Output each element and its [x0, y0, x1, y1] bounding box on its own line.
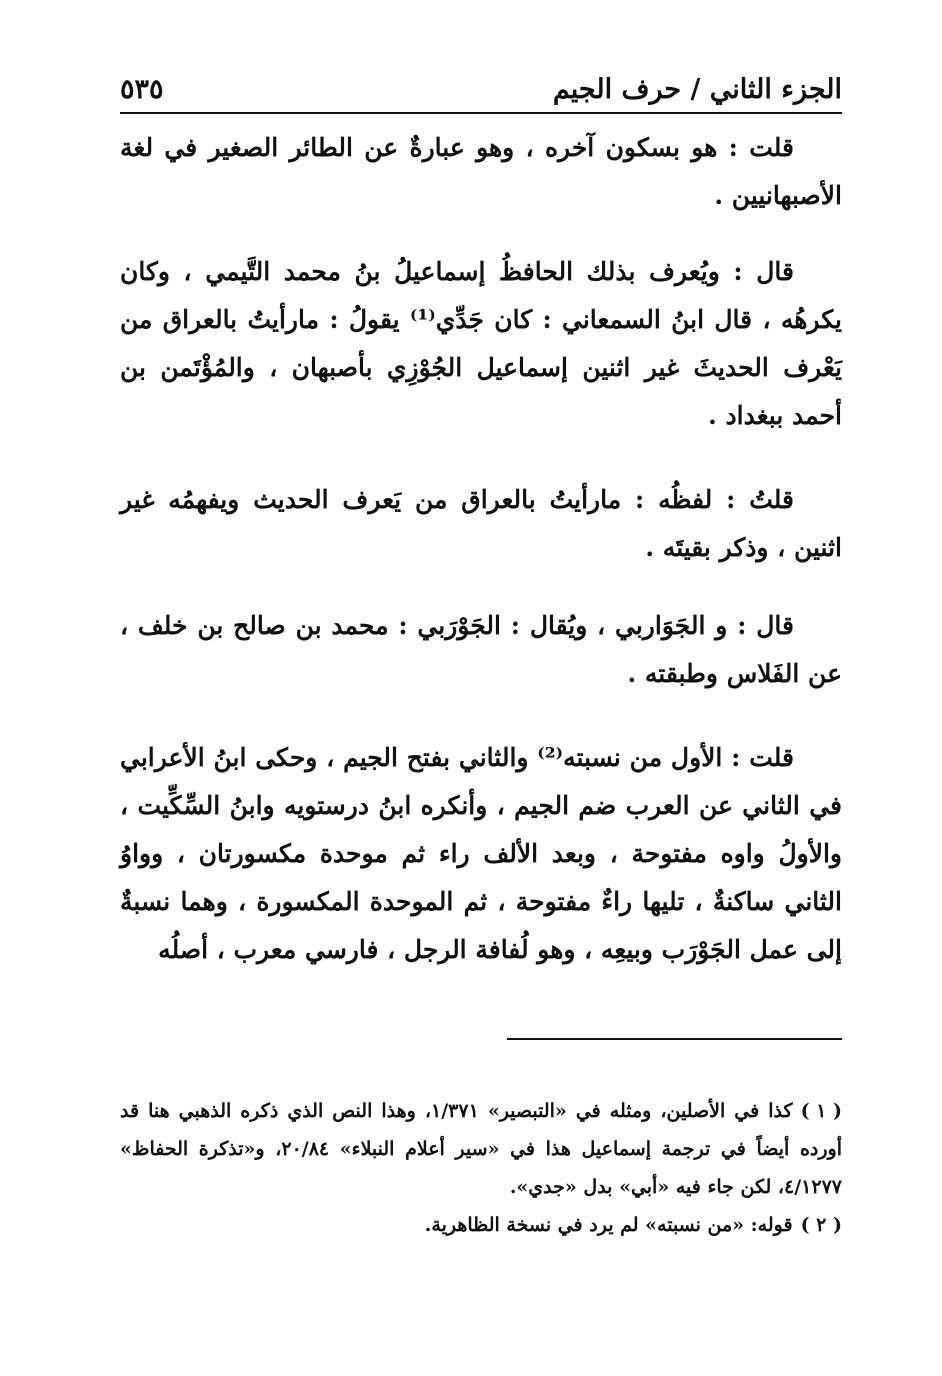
paragraph: قال : ويُعرف بذلك الحافظُ إسماعيلُ بنُ محمد التَّيمي ، وكان يكرهُه ، قال ابنُ السمعاني : كان جَدِّي⁽¹⁾ يقولُ : مارأيتُ بالعراق من يَعْرف الحديثَ غير اثنين إسماعيل الجُوْزِي بأصبهان ، والمُؤْتَمن بن أحمد ببغداد . — [120, 257, 842, 430]
footnote-text: كذا في الأصلين، ومثله في «التبصير» ١/٣٧١، وهذا النص الذي ذكره الذهبي هنا قد أورده أيضاً في ترجمة إسماعيل هذا في «سير أعلام النبلاء» ٢٠/٨٤، و«تذكرة الحفاظ» ٤/١٢٧٧، لكن جاء فيه «أبي» بدل «جدي». — [120, 1100, 842, 1198]
footnote-text: قوله: «من نسبته» لم يرد في نسخة الظاهرية. — [424, 1214, 793, 1236]
footnote — [120, 1092, 842, 1206]
footnote-number: ( ١ ) — [800, 1100, 842, 1122]
header-rule — [120, 112, 842, 114]
paragraph: قلت : الأول من نسبته⁽²⁾ والثاني بفتح الجيم ، وحكى ابنُ الأعرابي في الثاني عن العرب ضم الجيم ، وأنكره ابنُ درستويه وابنُ السِّكِّيت ، والأولُ واوه مفتوحة ، وبعد الألف راء ثم موحدة مكسورتان ، وواوُ الثاني ساكنةٌ ، تليها راءٌ مفتوحة ، ثم الموحدة المكسورة ، وهما نسبةٌ إلى عمل الجَوْرَب وبيعِه ، وهو لُفافة الرجل ، فارسي معرب ، أصلُه — [120, 743, 842, 964]
footnote — [120, 1206, 842, 1244]
running-header — [120, 64, 842, 110]
paragraph: قال : و الجَوَاربي ، ويُقال : الجَوْرَبي : محمد بن صالح بن خلف ، عن الفَلاس وطبقته . — [120, 611, 842, 688]
section-title: الجزء الثاني / حرف الجيم — [552, 74, 842, 105]
paragraph: قلتُ : لفظُه : مارأيتُ بالعراق من يَعرف الحديث ويفهمُه غير اثنين ، وذكر بقيتَه . — [120, 485, 842, 562]
page-number: ٥٣٥ — [120, 74, 164, 105]
footnotes — [120, 1092, 842, 1244]
main-text — [120, 124, 842, 974]
footnote-number: ( ٢ ) — [800, 1214, 842, 1236]
paragraph: قلت : هو بسكون آخره ، وهو عبارةٌ عن الطائر الصغير في لغة الأصبهانيين . — [120, 133, 842, 210]
footnote-rule — [507, 1038, 842, 1040]
